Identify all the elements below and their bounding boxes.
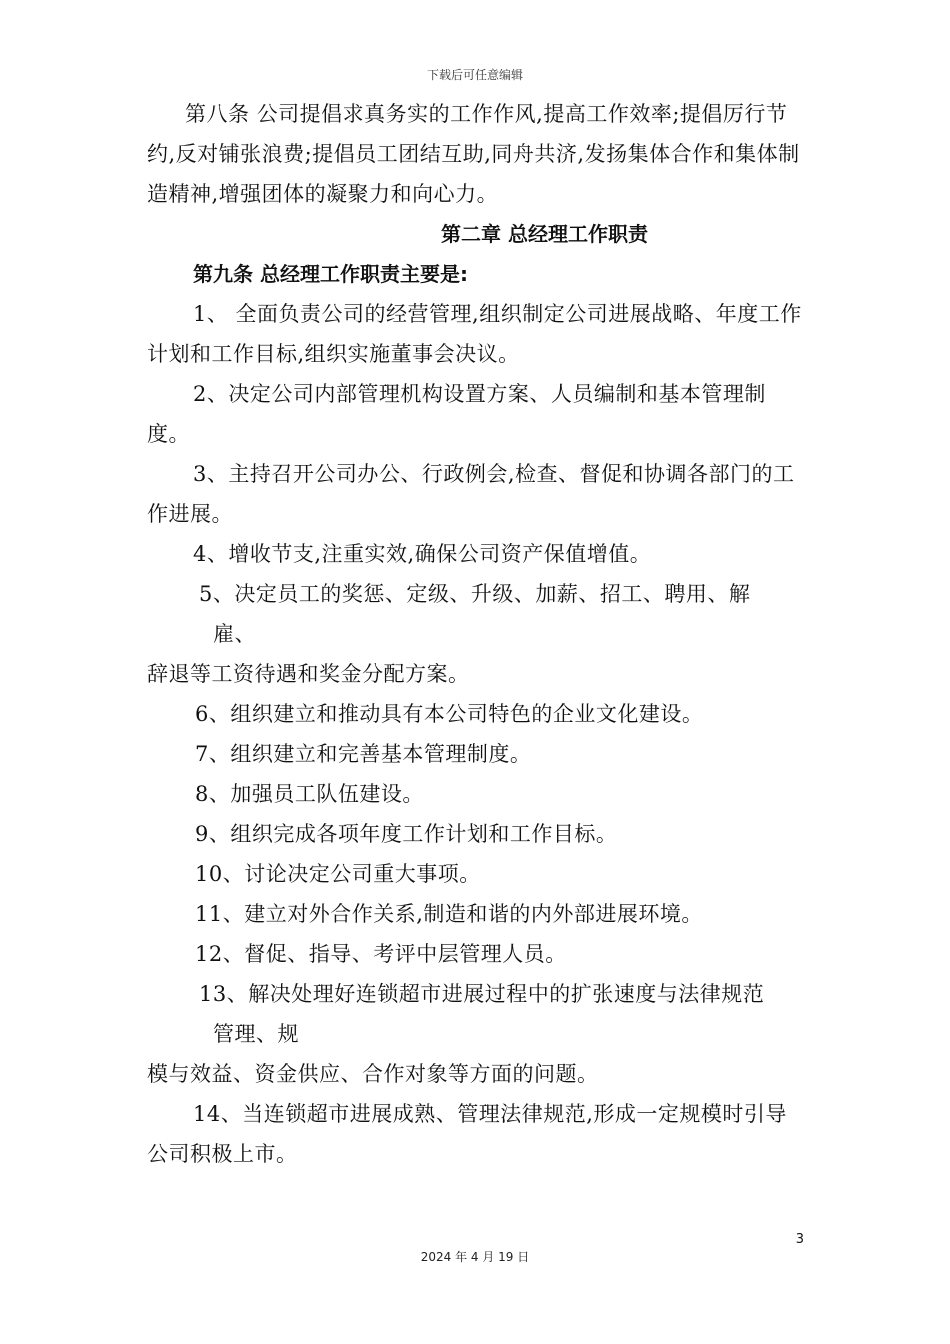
list-item: 1、 全面负责公司的经营管理,组织制定公司进展战略、年度工作计划和工作目标,组织实施董事会决议。 xyxy=(147,302,802,366)
list-item: 3、主持召开公司办公、行政例会,检查、督促和协调各部门的工作进展。 xyxy=(147,462,795,526)
list-item: 4、增收节支,注重实效,确保公司资产保值增值。 xyxy=(193,542,652,566)
page-number: 3 xyxy=(795,1232,804,1247)
page-header: 下载后可任意编辑 xyxy=(426,68,523,82)
article-9-title: 第九条 总经理工作职责主要是: xyxy=(193,262,468,286)
document-body xyxy=(147,94,807,1174)
list-item: 12、督促、指导、考评中层管理人员。 xyxy=(195,942,567,966)
page-footer-date: 2024 年 4 月 19 日 xyxy=(420,1250,530,1264)
list-item-fragment: 管理、规 xyxy=(213,1022,299,1046)
chapter-title: 第二章 总经理工作职责 xyxy=(441,222,648,246)
list-item: 2、决定公司内部管理机构设置方案、人员编制和基本管理制度。 xyxy=(147,382,766,446)
list-item-continuation xyxy=(147,614,807,654)
list-item: 6、组织建立和推动具有本公司特色的企业文化建设。 xyxy=(195,702,704,726)
list-item: 7、组织建立和完善基本管理制度。 xyxy=(195,742,532,766)
list-item: 14、当连锁超市进展成熟、管理法律规范,形成一定规模时引导公司积极上市。 xyxy=(147,1102,787,1166)
list-item-continuation: 辞退等工资待遇和奖金分配方案。 xyxy=(147,662,470,686)
article-8-paragraph: 第八条 公司提倡求真务实的工作作风,提高工作效率;提倡厉行节约,反对铺张浪费;提倡员工团结互助,同舟共济,发扬集体合作和集体制造精神,增强团体的凝聚力和向心力。 xyxy=(147,102,800,206)
list-item: 13、解决处理好连锁超市进展过程中的扩张速度与法律规范 xyxy=(199,982,765,1006)
list-item: 8、加强员工队伍建设。 xyxy=(195,782,424,806)
list-item: 9、组织完成各项年度工作计划和工作目标。 xyxy=(195,822,618,846)
list-item-continuation xyxy=(147,1014,807,1054)
list-item-continuation: 模与效益、资金供应、合作对象等方面的问题。 xyxy=(147,1062,599,1086)
list-item: 11、建立对外合作关系,制造和谐的内外部进展环境。 xyxy=(195,902,703,926)
list-item: 10、讨论决定公司重大事项。 xyxy=(195,862,481,886)
list-item-fragment: 雇、 xyxy=(213,622,256,646)
list-item: 5、决定员工的奖惩、定级、升级、加薪、招工、聘用、解 xyxy=(199,582,751,606)
